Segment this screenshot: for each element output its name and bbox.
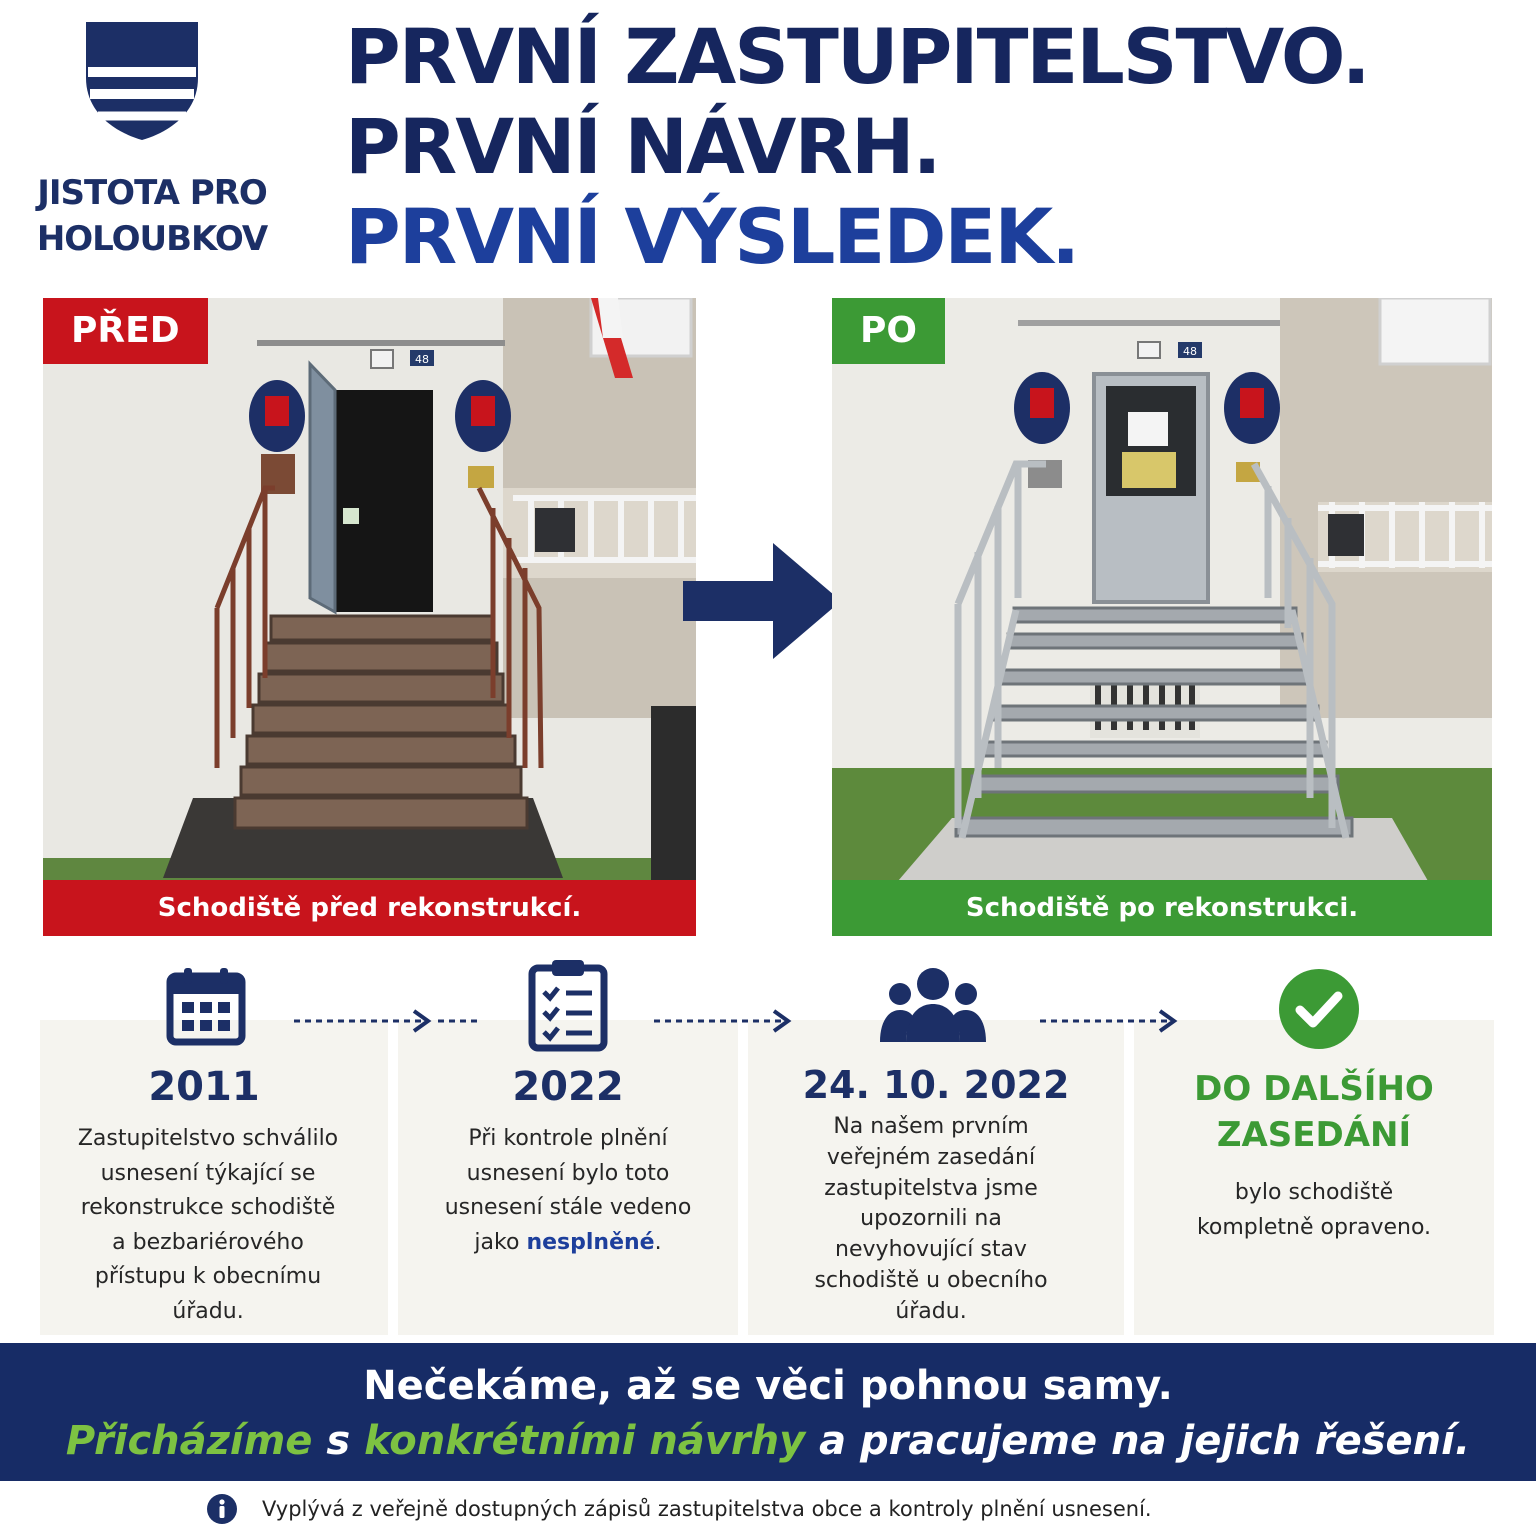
headline-line-2: PRVNÍ NÁVRH. bbox=[345, 102, 940, 191]
after-tag: PO bbox=[832, 298, 945, 364]
shield-icon bbox=[84, 20, 200, 142]
step-2-prefix: jako bbox=[474, 1229, 527, 1255]
arrow-right-icon bbox=[683, 543, 843, 659]
before-house-number: 48 bbox=[415, 353, 429, 366]
step-4-line: bylo schodiště bbox=[1234, 1180, 1394, 1205]
step-2-line: Při kontrole plnění bbox=[468, 1126, 668, 1151]
headline-line-1: PRVNÍ ZASTUPITELSTVO. bbox=[345, 12, 1369, 101]
step-1-line: Zastupitelstvo schválilo bbox=[77, 1126, 339, 1151]
unfulfilled-highlight: nesplněné bbox=[526, 1229, 655, 1255]
after-house-number: 48 bbox=[1183, 345, 1197, 358]
slogan-banner bbox=[0, 1343, 1536, 1481]
step-2-line bbox=[398, 1226, 738, 1261]
headline-line-3: PRVNÍ VÝSLEDEK. bbox=[345, 192, 1079, 281]
after-staircase-illustration bbox=[832, 298, 1492, 936]
calendar-icon bbox=[166, 966, 246, 1046]
slogan-line-2 bbox=[0, 1415, 1536, 1467]
step-3-line: Na našem prvním bbox=[833, 1114, 1029, 1139]
logo-line-1: JISTOTA PRO bbox=[37, 173, 267, 213]
before-caption: Schodiště před rekonstrukcí. bbox=[43, 880, 696, 936]
slogan-part-1: Přicházíme bbox=[65, 1418, 313, 1464]
step-1-line: a bezbariérového bbox=[112, 1229, 304, 1255]
check-circle-icon bbox=[1278, 968, 1360, 1050]
step-3-text bbox=[748, 1112, 1114, 1328]
step-2-year: 2022 bbox=[512, 1064, 624, 1110]
step-1-text bbox=[40, 1122, 376, 1329]
source-footnote bbox=[0, 1489, 1536, 1529]
step-4-line: kompletně opraveno. bbox=[1196, 1214, 1432, 1240]
step-3-line: veřejném zasedání bbox=[826, 1144, 1036, 1170]
dotted-arrow-icon bbox=[652, 1008, 792, 1034]
step-1-year: 2011 bbox=[148, 1064, 260, 1110]
checklist-icon bbox=[528, 956, 608, 1052]
dotted-arrow-icon bbox=[292, 1008, 482, 1034]
step-2-text bbox=[398, 1122, 738, 1260]
before-tag: PŘED bbox=[43, 298, 208, 364]
dotted-arrow-icon bbox=[1038, 1008, 1178, 1034]
after-photo bbox=[832, 298, 1492, 936]
step-2-line: usnesení bylo toto bbox=[466, 1160, 670, 1186]
step-2-line: usnesení stále vedeno bbox=[444, 1195, 692, 1220]
step-3-date: 24. 10. 2022 bbox=[802, 1063, 1070, 1107]
step-1-line: usnesení týkající se bbox=[100, 1160, 316, 1186]
before-staircase-illustration bbox=[43, 298, 696, 936]
step-4-title bbox=[1134, 1066, 1494, 1158]
party-logo bbox=[32, 20, 272, 259]
step-3-line: schodiště u obecního bbox=[814, 1267, 1048, 1293]
people-icon bbox=[878, 966, 988, 1042]
slogan-line-1: Nečekáme, až se věci pohnou samy. bbox=[363, 1363, 1173, 1409]
step-3-line: upozornili na bbox=[860, 1206, 1002, 1232]
info-icon bbox=[206, 1493, 238, 1525]
step-1-line: přístupu k obecnímu bbox=[94, 1264, 322, 1289]
before-photo bbox=[43, 298, 696, 936]
headline bbox=[345, 12, 1495, 282]
step-1-line: rekonstrukce schodiště bbox=[80, 1195, 336, 1220]
after-caption: Schodiště po rekonstrukci. bbox=[832, 880, 1492, 936]
step-2-suffix: . bbox=[654, 1229, 662, 1255]
slogan-part-2: s bbox=[312, 1418, 365, 1464]
step-4-title-line-2: ZASEDÁNÍ bbox=[1216, 1115, 1412, 1155]
logo-line-2: HOLOUBKOV bbox=[36, 219, 268, 259]
step-4-title-line-1: DO DALŠÍHO bbox=[1194, 1069, 1434, 1109]
step-4-text bbox=[1134, 1176, 1494, 1245]
slogan-part-4: a pracujeme na jejich řešení. bbox=[805, 1418, 1471, 1464]
logo-text bbox=[32, 170, 272, 262]
step-3-line: zastupitelstva jsme bbox=[824, 1175, 1038, 1201]
step-3-line: nevyhovující stav bbox=[835, 1237, 1027, 1263]
step-1-line: úřadu. bbox=[172, 1298, 244, 1324]
slogan-part-3: konkrétními návrhy bbox=[364, 1418, 806, 1464]
footnote-text: Vyplývá z veřejně dostupných zápisů zastupitelstva obce a kontroly plnění usnesení. bbox=[262, 1497, 1152, 1521]
step-3-line: úřadu. bbox=[895, 1298, 967, 1324]
